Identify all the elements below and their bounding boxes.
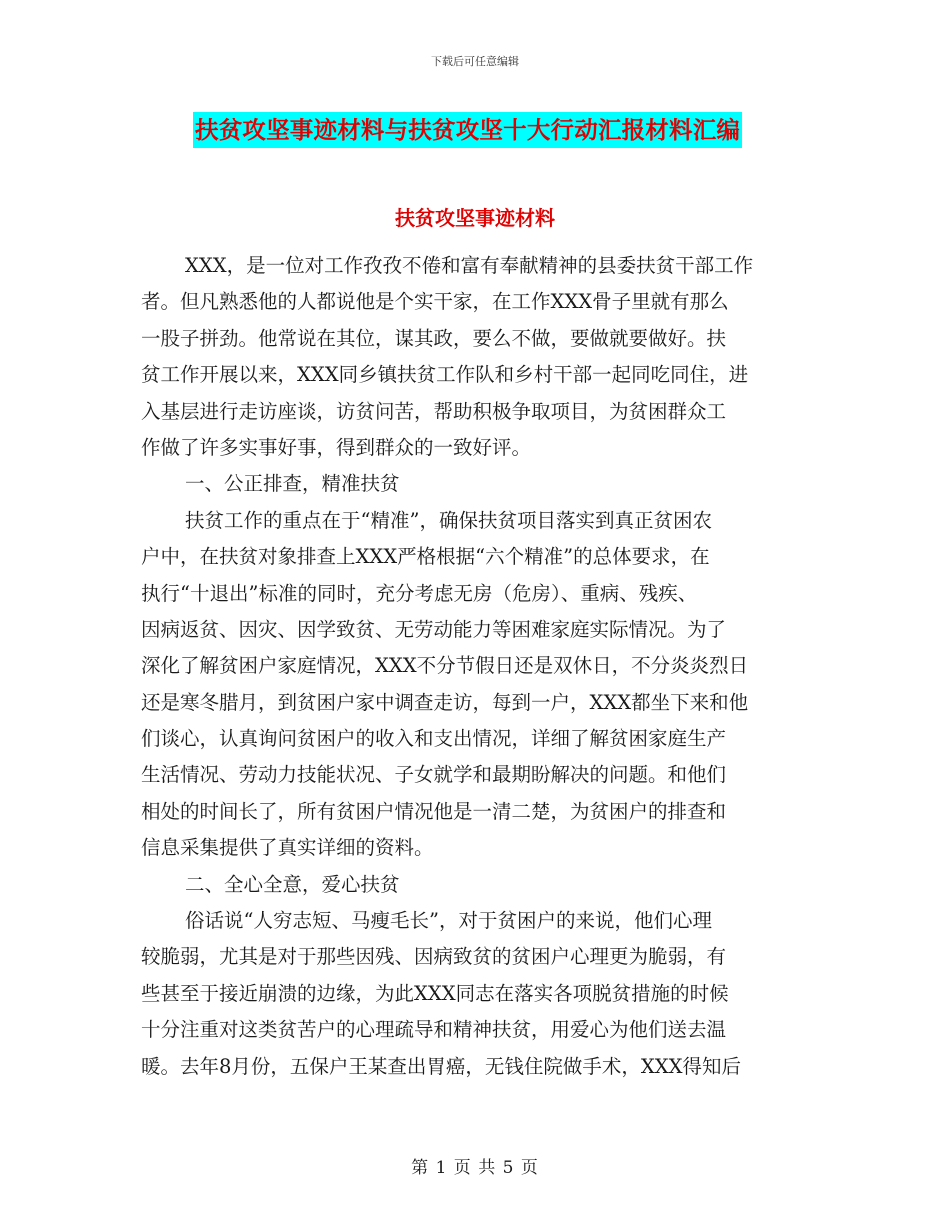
paragraph-line: 作做了许多实事好事，得到群众的一致好评。 (141, 435, 532, 459)
subheading: 一、公正排查，精准扶贫 (185, 472, 400, 496)
section-title: 扶贫攻坚事迹材料 (395, 206, 555, 230)
paragraph-line: 些甚至于接近崩溃的边缘，为此XXX同志在落实各项脱贫措施的时候 (141, 981, 729, 1005)
document-title: 扶贫攻坚事迹材料与扶贫攻坚十大行动汇报材料汇编 (193, 112, 742, 148)
paragraph-line: 相处的时间长了，所有贫困户情况他是一清二楚，为贫困户的排查和 (141, 799, 727, 823)
paragraph-line: 暖。去年8月份，五保户王某查出胃癌，无钱住院做手术，XXX得知后 (141, 1054, 742, 1078)
paragraph-line: 贫工作开展以来，XXX同乡镇扶贫工作队和乡村干部一起同吃同住，进 (141, 363, 749, 387)
body-text (141, 248, 811, 1085)
paragraph-line: 者。但凡熟悉他的人都说他是个实干家，在工作XXX骨子里就有那么 (141, 290, 729, 314)
paragraph-line: 入基层进行走访座谈，访贫问苦，帮助积极争取项目，为贫困群众工 (141, 399, 727, 423)
subheading: 二、全心全意，爱心扶贫 (185, 872, 400, 896)
paragraph-line: 深化了解贫困户家庭情况，XXX不分节假日还是双休日，不分炎炎烈日 (141, 654, 749, 678)
paragraph-line: 俗话说“人穷志短、马瘦毛长”，对于贫困户的来说，他们心理 (185, 909, 712, 933)
paragraph-line: 十分注重对这类贫苦户的心理疏导和精神扶贫，用爱心为他们送去温 (141, 1018, 727, 1042)
paragraph-line: 生活情况、劳动力技能状况、子女就学和最期盼解决的问题。和他们 (141, 763, 727, 787)
page-number: 第 1 页 共 5 页 (411, 1158, 539, 1178)
paragraph-line: XXX，是一位对工作孜孜不倦和富有奉献精神的县委扶贫干部工作 (185, 254, 754, 277)
paragraph-line: 还是寒冬腊月，到贫困户家中调查走访，每到一户，XXX都坐下来和他 (141, 690, 749, 714)
page-header: 下载后可任意编辑 (431, 55, 519, 68)
paragraph-line: 们谈心，认真询问贫困户的收入和支出情况，详细了解贫困家庭生产 (141, 727, 727, 751)
paragraph-line: 一股子拼劲。他常说在其位，谋其政，要么不做，要做就要做好。扶 (141, 326, 727, 350)
paragraph-line: 信息采集提供了真实详细的资料。 (141, 836, 434, 860)
paragraph-line: 因病返贫、因灾、因学致贫、无劳动能力等困难家庭实际情况。为了 (141, 617, 727, 641)
paragraph-line: 较脆弱，尤其是对于那些因残、因病致贫的贫困户心理更为脆弱，有 (141, 945, 727, 969)
paragraph-line: 执行“十退出”标准的同时，充分考虑无房（危房）、重病、残疾、 (141, 581, 698, 605)
paragraph-line: 户中，在扶贫对象排查上XXX严格根据“六个精准”的总体要求，在 (141, 545, 710, 569)
paragraph-line: 扶贫工作的重点在于“精准”，确保扶贫项目落实到真正贫困农 (185, 508, 712, 532)
